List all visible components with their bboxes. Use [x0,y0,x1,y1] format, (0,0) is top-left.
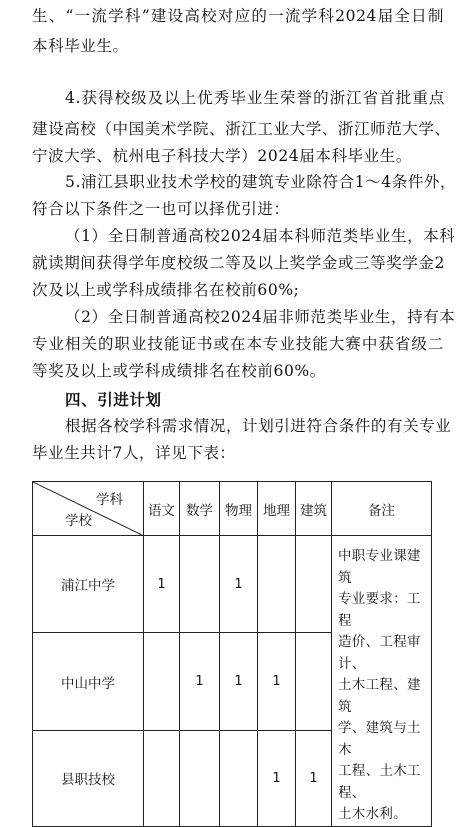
section-heading: 四、引进计划 [65,391,162,409]
paragraph-line: 根据各校学科需求情况，计划引进符合条件的有关专业 [65,417,452,435]
quota-cell [144,633,180,730]
quota-cell: 1 [220,633,258,730]
school-name: 县职技校 [33,730,144,826]
subject-header: 数学 [180,482,220,536]
note-header: 备注 [332,482,432,536]
table-header-row [33,482,432,536]
school-name: 浦江中学 [33,536,144,633]
note-line: 土木工程、建筑 [338,677,421,715]
quota-cell: 1 [180,633,220,730]
quota-cell: 1 [296,730,332,826]
quota-cell [180,536,220,633]
paragraph-line: （2）全日制普通高校2024届非师范类毕业生，持有本 [65,308,456,326]
quota-cell [144,730,180,826]
quota-cell [296,633,332,730]
paragraph-line: 建设高校（中国美术学院、浙江工业大学、浙江师范大学、 [32,120,451,138]
quota-cell [220,730,258,826]
quota-cell: 1 [144,536,180,633]
note-line: 土木水利。 [338,806,407,822]
note-line: 造价、工程审计、 [338,634,421,672]
table-row [33,536,432,633]
paragraph-line: 4.获得校级及以上优秀毕业生荣誉的浙江省首批重点 [65,89,445,107]
note-line: 学、建筑与土木 [338,720,421,758]
paragraph-line: 5.浦江县职业技术学校的建筑专业除符合1～4条件外， [65,173,457,191]
paragraph-line: 毕业生共计7人，详见下表： [32,444,236,462]
subject-header: 建筑 [296,482,332,536]
corner-subject-label: 学科 [96,492,123,508]
note-cell [332,536,432,827]
paragraph-line: 宁波大学、杭州电子科技大学）2024届本科毕业生。 [32,147,412,165]
recruitment-plan-table [32,481,432,827]
subject-header: 地理 [258,482,296,536]
subject-header: 语文 [144,482,180,536]
corner-school-label: 学校 [65,513,92,529]
note-line: 工程、土木工程、 [338,763,421,801]
corner-header-cell [33,482,144,536]
paragraph-line: 生、“一流学科”建设高校对应的一流学科2024届全日制 [32,7,444,25]
note-line: 专业要求：工程 [338,591,421,629]
paragraph-line: 次及以上或学科成绩排名在校前60%; [32,281,300,299]
quota-cell: 1 [258,633,296,730]
paragraph-line: 等奖及以上或学科成绩排名在校前60%。 [32,362,326,380]
paragraph-line: 符合以下条件之一也可以择优引进： [32,200,290,218]
paragraph-line: （1）全日制普通高校2024届本科师范类毕业生，本科 [65,227,456,245]
paragraph-line: 专业相关的职业技能证书或在本专业技能大赛中获省级二 [32,335,444,353]
quota-cell [258,536,296,633]
school-name: 中山中学 [33,633,144,730]
quota-cell: 1 [258,730,296,826]
quota-cell [180,730,220,826]
quota-cell: 1 [220,536,258,633]
paragraph-line: 本科毕业生。 [32,37,129,55]
quota-cell [296,536,332,633]
paragraph-line: 就读期间获得学年度校级二等及以上奖学金或三等奖学金2 [32,254,445,272]
subject-header: 物理 [220,482,258,536]
note-line: 中职专业课建筑 [338,548,421,586]
